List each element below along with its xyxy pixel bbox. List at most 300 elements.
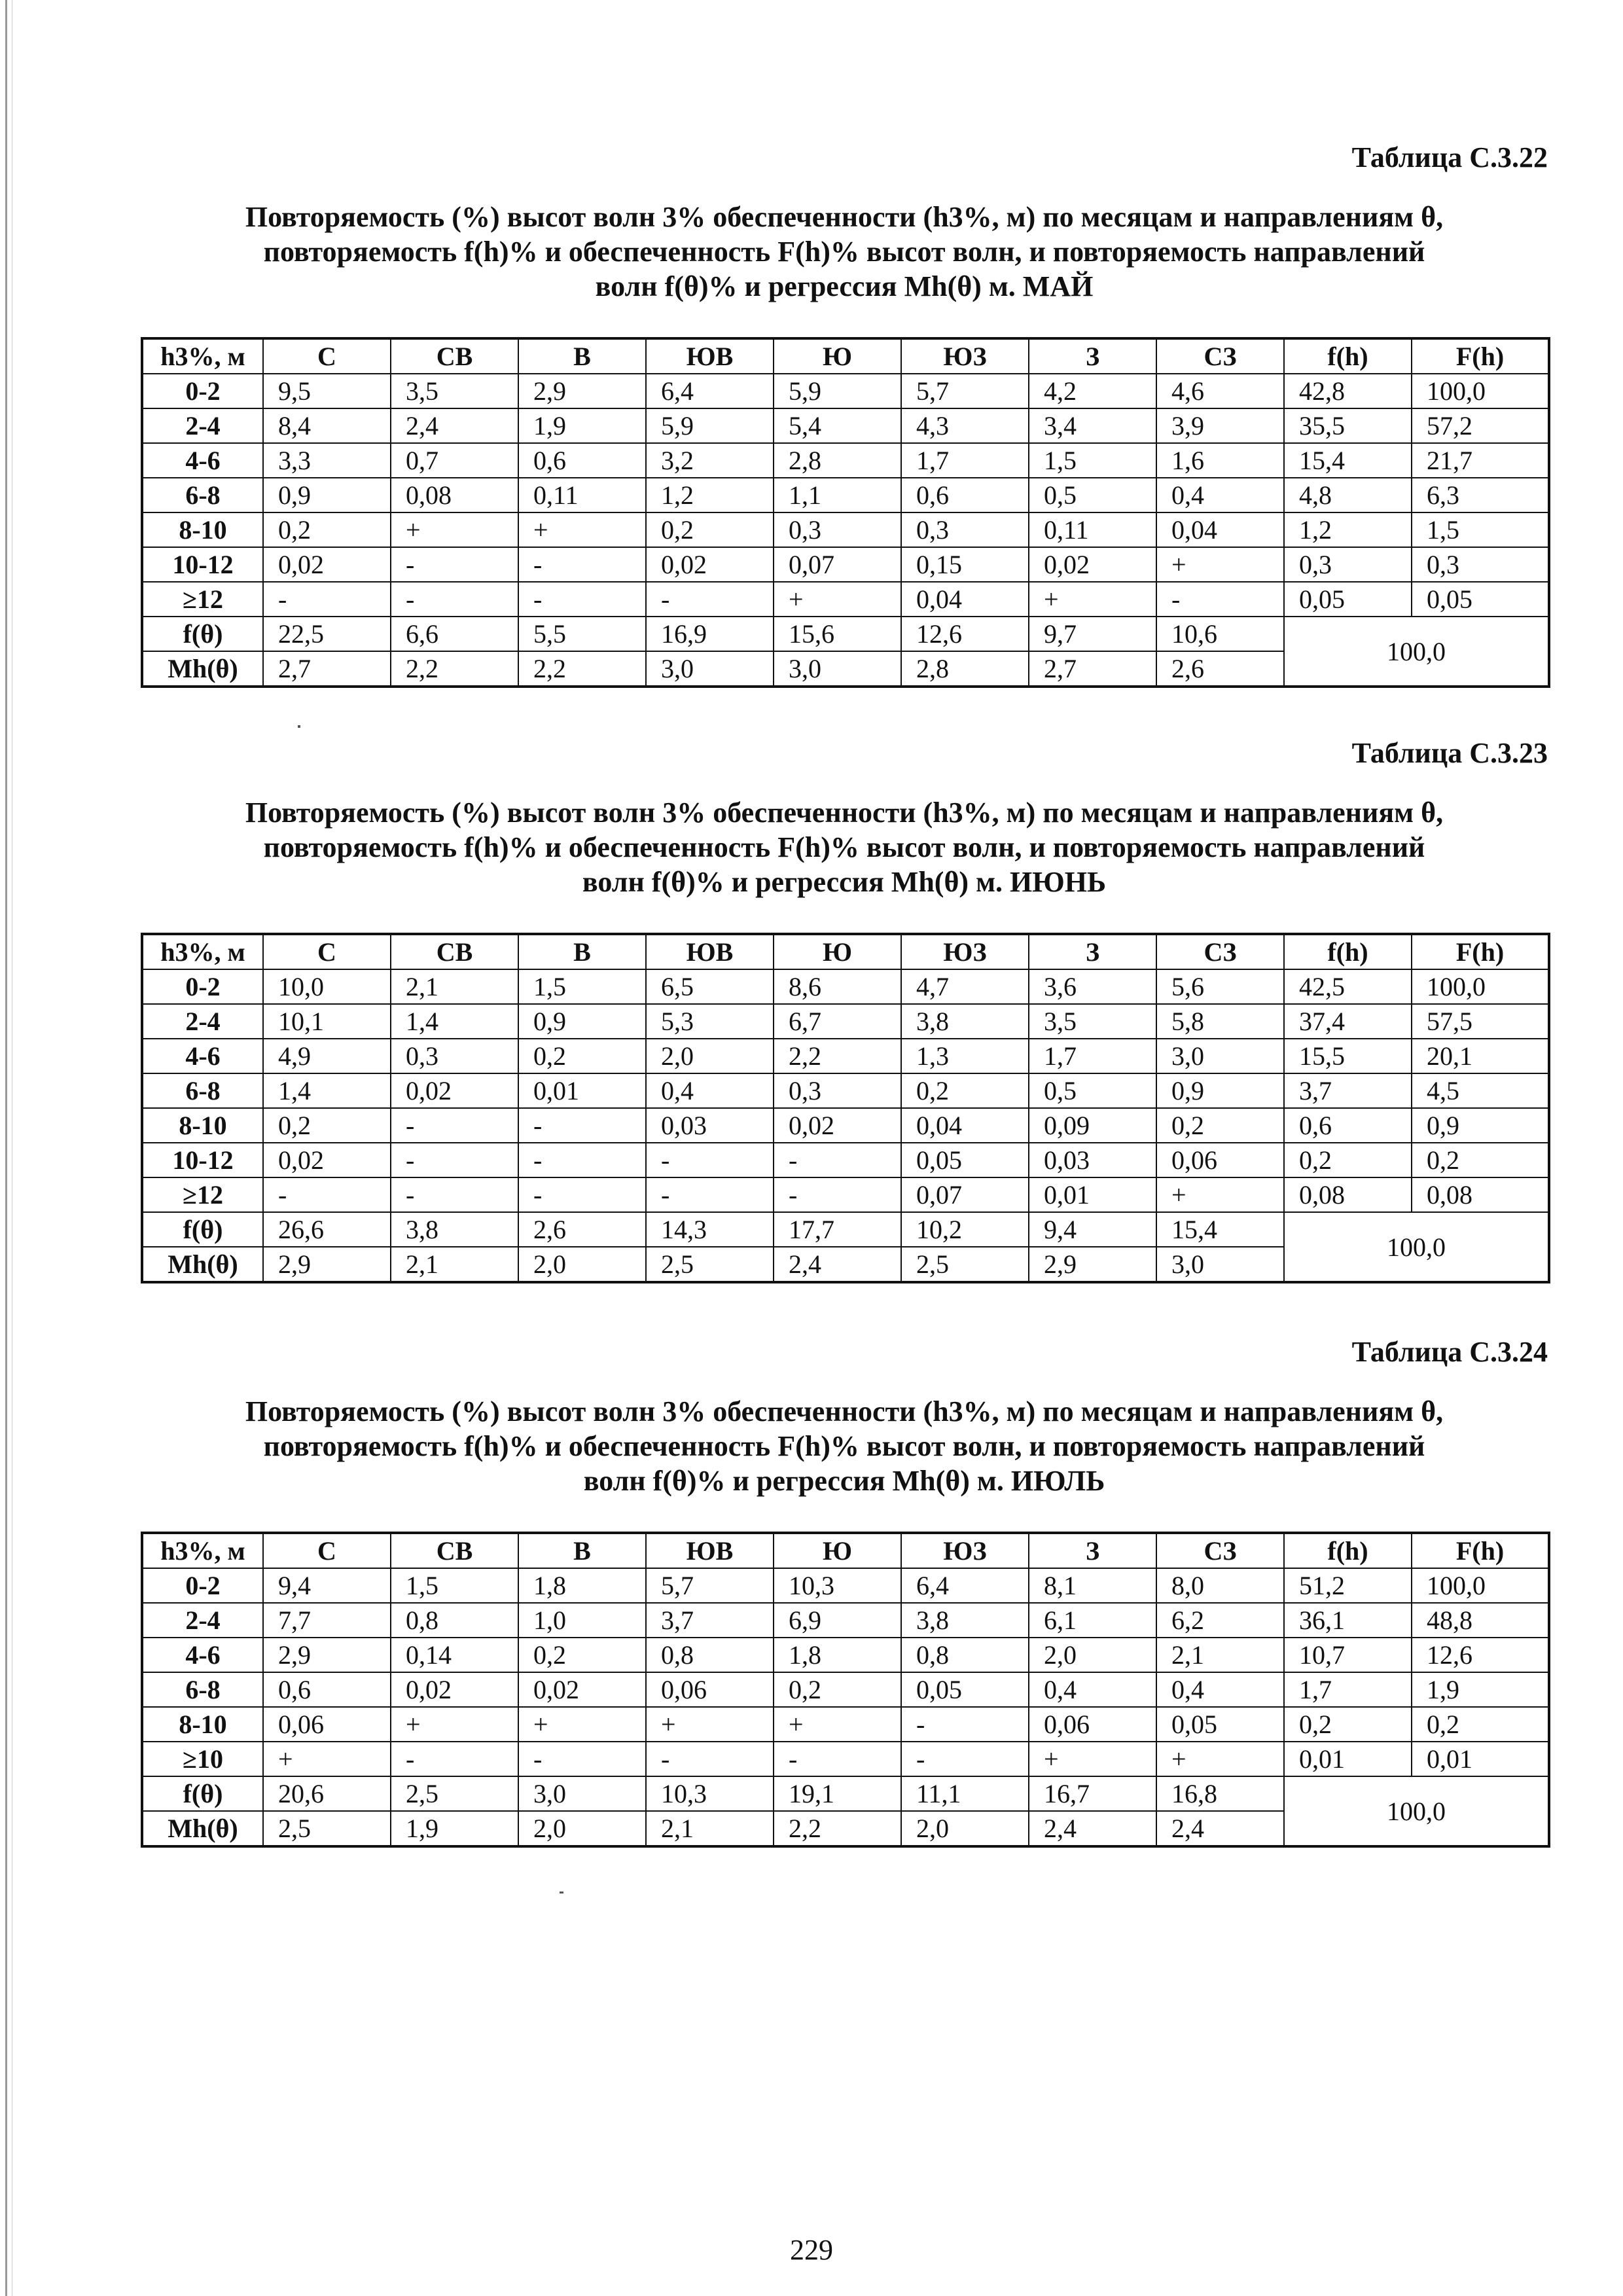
table-cell: -: [901, 1707, 1029, 1742]
table-cell: 3,8: [391, 1212, 518, 1247]
table-row: [142, 1177, 1549, 1212]
table-cell: 2,0: [1029, 1638, 1156, 1672]
table-cell: 0,2: [1412, 1143, 1549, 1177]
table-cell: 0,2: [263, 512, 391, 547]
table-cell: 2,9: [263, 1638, 391, 1672]
table-cell: 57,2: [1412, 408, 1549, 443]
row-header: Mh(θ): [142, 1811, 263, 1846]
table-cell: 0,9: [1412, 1108, 1549, 1143]
data-table: [141, 337, 1550, 688]
column-header: З: [1029, 338, 1156, 374]
table-cell: 0,9: [1156, 1073, 1284, 1108]
f-theta-row: [142, 1776, 1549, 1811]
table-cell: 0,04: [901, 582, 1029, 617]
data-table: [141, 933, 1550, 1283]
table-cell: 10,3: [646, 1776, 774, 1811]
table-cell: 0,2: [518, 1039, 646, 1073]
table-cell: 6,4: [646, 374, 774, 408]
table-cell: 36,1: [1284, 1603, 1412, 1638]
table-cell: 2,1: [1156, 1638, 1284, 1672]
table-cell: 8,6: [774, 969, 901, 1004]
row-header: 6-8: [142, 478, 263, 512]
table-cell: 9,7: [1029, 617, 1156, 651]
table-cell: 10,0: [263, 969, 391, 1004]
table-cell: 2,6: [518, 1212, 646, 1247]
table-cell: 57,5: [1412, 1004, 1549, 1039]
table-cell: 2,2: [774, 1811, 901, 1846]
table-cell: 2,2: [391, 651, 518, 687]
row-header: ≥10: [142, 1742, 263, 1776]
table-cell: 0,3: [774, 512, 901, 547]
table-cell: +: [518, 512, 646, 547]
table-cell: -: [646, 1143, 774, 1177]
table-title: [141, 200, 1548, 304]
table-cell: 16,9: [646, 617, 774, 651]
table-cell: 6,6: [391, 617, 518, 651]
column-header: ЮЗ: [901, 934, 1029, 969]
table-cell: 0,5: [1029, 478, 1156, 512]
table-cell: 9,4: [263, 1568, 391, 1603]
table-cell: 0,05: [1412, 582, 1549, 617]
column-header: СЗ: [1156, 338, 1284, 374]
table-cell: 0,11: [1029, 512, 1156, 547]
table-cell: 4,5: [1412, 1073, 1549, 1108]
table-cell: 3,0: [1156, 1247, 1284, 1282]
table-cell: 9,4: [1029, 1212, 1156, 1247]
table-cell: 1,9: [1412, 1672, 1549, 1707]
table-cell: 2,8: [901, 651, 1029, 687]
table-cell: 0,02: [774, 1108, 901, 1143]
table-cell: 2,1: [391, 1247, 518, 1282]
total-cell: 100,0: [1284, 1776, 1549, 1846]
table-cell: -: [646, 1742, 774, 1776]
table-cell: 3,5: [1029, 1004, 1156, 1039]
row-header: f(θ): [142, 1212, 263, 1247]
table-cell: 10,7: [1284, 1638, 1412, 1672]
column-header: h3%, м: [142, 338, 263, 374]
table-cell: 15,5: [1284, 1039, 1412, 1073]
table-cell: 0,06: [263, 1707, 391, 1742]
f-theta-row: [142, 617, 1549, 651]
table-cell: 1,4: [391, 1004, 518, 1039]
column-header: ЮЗ: [901, 338, 1029, 374]
table-cell: 2,4: [1029, 1811, 1156, 1846]
column-header: ЮВ: [646, 934, 774, 969]
table-cell: 12,6: [901, 617, 1029, 651]
column-header: ЮЗ: [901, 1533, 1029, 1568]
table-cell: 16,8: [1156, 1776, 1284, 1811]
table-cell: 2,0: [518, 1811, 646, 1846]
table-cell: 0,01: [1412, 1742, 1549, 1776]
table-cell: 0,15: [901, 547, 1029, 582]
table-cell: 17,7: [774, 1212, 901, 1247]
table-cell: 3,5: [391, 374, 518, 408]
row-header: Mh(θ): [142, 651, 263, 687]
table-cell: 100,0: [1412, 969, 1549, 1004]
table-cell: -: [1156, 582, 1284, 617]
table-cell: 0,2: [1412, 1707, 1549, 1742]
table-cell: +: [774, 582, 901, 617]
table-cell: 10,6: [1156, 617, 1284, 651]
table-cell: 6,1: [1029, 1603, 1156, 1638]
table-row: [142, 1004, 1549, 1039]
row-header: 0-2: [142, 1568, 263, 1603]
table-cell: 3,0: [646, 651, 774, 687]
table-cell: -: [518, 1143, 646, 1177]
table-cell: 15,6: [774, 617, 901, 651]
table-cell: 0,2: [901, 1073, 1029, 1108]
table-row: [142, 969, 1549, 1004]
table-cell: 10,3: [774, 1568, 901, 1603]
table-cell: 1,8: [518, 1568, 646, 1603]
table-cell: -: [391, 547, 518, 582]
table-title: [141, 795, 1548, 899]
table-cell: 6,5: [646, 969, 774, 1004]
table-cell: 4,3: [901, 408, 1029, 443]
row-header: 8-10: [142, 512, 263, 547]
table-row: [142, 1638, 1549, 1672]
row-header: f(θ): [142, 1776, 263, 1811]
table-cell: +: [774, 1707, 901, 1742]
row-header: 0-2: [142, 374, 263, 408]
table-cell: 19,1: [774, 1776, 901, 1811]
table-cell: 10,2: [901, 1212, 1029, 1247]
column-header: F(h): [1412, 934, 1549, 969]
table-cell: 1,5: [391, 1568, 518, 1603]
table-cell: 5,9: [646, 408, 774, 443]
table-cell: 0,2: [1284, 1143, 1412, 1177]
title-line: повторяемость f(h)% и обеспеченность F(h)% высот волн, и повторяемость направлений: [263, 1430, 1425, 1462]
row-header: ≥12: [142, 582, 263, 617]
table-cell: 3,7: [1284, 1073, 1412, 1108]
table-cell: 0,3: [391, 1039, 518, 1073]
table-cell: 2,2: [518, 651, 646, 687]
table-cell: 4,8: [1284, 478, 1412, 512]
table-cell: 0,2: [646, 512, 774, 547]
table-cell: 0,06: [646, 1672, 774, 1707]
table-cell: 1,9: [391, 1811, 518, 1846]
table-cell: -: [774, 1143, 901, 1177]
table-cell: 0,05: [1156, 1707, 1284, 1742]
table-row: [142, 1603, 1549, 1638]
total-cell: 100,0: [1284, 1212, 1549, 1282]
table-cell: 2,5: [901, 1247, 1029, 1282]
table-row: [142, 1742, 1549, 1776]
table-cell: 0,3: [774, 1073, 901, 1108]
table-cell: 6,7: [774, 1004, 901, 1039]
table-cell: 2,7: [1029, 651, 1156, 687]
header-row: [142, 1533, 1549, 1568]
table-cell: 8,4: [263, 408, 391, 443]
table-cell: 3,2: [646, 443, 774, 478]
table-cell: 0,5: [1029, 1073, 1156, 1108]
column-header: В: [518, 1533, 646, 1568]
table-cell: 0,04: [901, 1108, 1029, 1143]
column-header: В: [518, 338, 646, 374]
table-cell: 11,1: [901, 1776, 1029, 1811]
table-cell: +: [391, 512, 518, 547]
table-cell: 21,7: [1412, 443, 1549, 478]
table-cell: 4,9: [263, 1039, 391, 1073]
table-cell: 1,7: [1284, 1672, 1412, 1707]
table-cell: 0,7: [391, 443, 518, 478]
table-cell: 3,0: [774, 651, 901, 687]
table-cell: 2,8: [774, 443, 901, 478]
table-cell: 4,7: [901, 969, 1029, 1004]
table-cell: 0,06: [1029, 1707, 1156, 1742]
table-cell: 0,4: [1156, 1672, 1284, 1707]
table-cell: 5,7: [901, 374, 1029, 408]
column-header: Ю: [774, 934, 901, 969]
table-cell: 5,4: [774, 408, 901, 443]
table-cell: 100,0: [1412, 1568, 1549, 1603]
table-cell: 0,02: [391, 1672, 518, 1707]
table-cell: 5,9: [774, 374, 901, 408]
table-cell: 26,6: [263, 1212, 391, 1247]
table-cell: 2,9: [263, 1247, 391, 1282]
table-cell: 0,03: [1029, 1143, 1156, 1177]
table-cell: 2,7: [263, 651, 391, 687]
title-line: волн f(θ)% и регрессия Mh(θ) м. МАЙ: [595, 270, 1094, 302]
row-header: f(θ): [142, 617, 263, 651]
table-cell: 0,2: [518, 1638, 646, 1672]
table-cell: -: [391, 1143, 518, 1177]
table-cell: 0,01: [1029, 1177, 1156, 1212]
column-header: З: [1029, 934, 1156, 969]
column-header: h3%, м: [142, 1533, 263, 1568]
table-cell: 0,14: [391, 1638, 518, 1672]
table-cell: 0,9: [263, 478, 391, 512]
row-header: 4-6: [142, 1638, 263, 1672]
table-cell: 20,1: [1412, 1039, 1549, 1073]
table-row: [142, 512, 1549, 547]
table-cell: 0,07: [774, 547, 901, 582]
table-cell: 0,02: [391, 1073, 518, 1108]
table-cell: -: [391, 1177, 518, 1212]
table-cell: -: [518, 1108, 646, 1143]
table-cell: 1,5: [1412, 512, 1549, 547]
column-header: С: [263, 934, 391, 969]
table-row: [142, 408, 1549, 443]
table-cell: 2,5: [646, 1247, 774, 1282]
column-header: Ю: [774, 1533, 901, 1568]
table-cell: 1,3: [901, 1039, 1029, 1073]
table-cell: 1,7: [901, 443, 1029, 478]
table-cell: 2,4: [1156, 1811, 1284, 1846]
table-cell: 35,5: [1284, 408, 1412, 443]
table-cell: 0,8: [901, 1638, 1029, 1672]
table-cell: 9,5: [263, 374, 391, 408]
table-cell: 5,7: [646, 1568, 774, 1603]
table-cell: 14,3: [646, 1212, 774, 1247]
table-cell: 0,2: [774, 1672, 901, 1707]
table-cell: 0,08: [1412, 1177, 1549, 1212]
row-header: 6-8: [142, 1672, 263, 1707]
table-cell: 1,5: [1029, 443, 1156, 478]
table-cell: 5,3: [646, 1004, 774, 1039]
column-header: В: [518, 934, 646, 969]
table-cell: 7,7: [263, 1603, 391, 1638]
title-line: волн f(θ)% и регрессия Mh(θ) м. ИЮЛЬ: [583, 1465, 1105, 1497]
table-cell: 16,7: [1029, 1776, 1156, 1811]
table-cell: 0,05: [901, 1672, 1029, 1707]
table-cell: 0,2: [263, 1108, 391, 1143]
row-header: Mh(θ): [142, 1247, 263, 1282]
table-number: Таблица С.3.23: [1351, 737, 1548, 769]
table-cell: +: [646, 1707, 774, 1742]
column-header: СВ: [391, 1533, 518, 1568]
table-row: [142, 582, 1549, 617]
table-cell: -: [518, 582, 646, 617]
scan-speck: [560, 1892, 563, 1893]
table-cell: 3,7: [646, 1603, 774, 1638]
table-cell: 6,2: [1156, 1603, 1284, 1638]
table-title: [141, 1394, 1548, 1498]
data-table: [141, 1532, 1550, 1848]
table-cell: 5,5: [518, 617, 646, 651]
row-header: 2-4: [142, 408, 263, 443]
title-line: Повторяемость (%) высот волн 3% обеспеченности (h3%, м) по месяцам и направлениям θ,: [245, 797, 1444, 829]
table-cell: 3,4: [1029, 408, 1156, 443]
row-header: 10-12: [142, 547, 263, 582]
table-cell: +: [1029, 582, 1156, 617]
table-row: [142, 1707, 1549, 1742]
table-cell: 1,4: [263, 1073, 391, 1108]
table-cell: 3,9: [1156, 408, 1284, 443]
table-cell: -: [518, 547, 646, 582]
table-cell: 0,4: [1029, 1672, 1156, 1707]
table-cell: +: [391, 1707, 518, 1742]
table-cell: +: [1156, 1742, 1284, 1776]
column-header: ЮВ: [646, 338, 774, 374]
table-cell: 15,4: [1156, 1212, 1284, 1247]
row-header: 2-4: [142, 1603, 263, 1638]
table-cell: 2,1: [391, 969, 518, 1004]
table-cell: 51,2: [1284, 1568, 1412, 1603]
table-cell: 3,0: [518, 1776, 646, 1811]
table-cell: 0,4: [1156, 478, 1284, 512]
table-cell: 0,6: [901, 478, 1029, 512]
table-cell: -: [391, 1742, 518, 1776]
table-cell: 2,0: [901, 1811, 1029, 1846]
table-row: [142, 547, 1549, 582]
table-cell: 22,5: [263, 617, 391, 651]
column-header: f(h): [1284, 934, 1412, 969]
table-cell: 0,08: [391, 478, 518, 512]
column-header: f(h): [1284, 1533, 1412, 1568]
column-header: С: [263, 338, 391, 374]
table-cell: 0,2: [1284, 1707, 1412, 1742]
table-cell: 42,8: [1284, 374, 1412, 408]
row-header: 8-10: [142, 1108, 263, 1143]
table-cell: 0,3: [1412, 547, 1549, 582]
column-header: F(h): [1412, 1533, 1549, 1568]
table-cell: 0,04: [1156, 512, 1284, 547]
table-cell: 0,05: [901, 1143, 1029, 1177]
table-cell: 2,0: [646, 1039, 774, 1073]
table-cell: 15,4: [1284, 443, 1412, 478]
table-cell: 1,1: [774, 478, 901, 512]
table-cell: 0,6: [263, 1672, 391, 1707]
row-header: 8-10: [142, 1707, 263, 1742]
table-cell: +: [263, 1742, 391, 1776]
table-cell: 1,8: [774, 1638, 901, 1672]
title-line: Повторяемость (%) высот волн 3% обеспеченности (h3%, м) по месяцам и направлениям θ,: [245, 201, 1444, 233]
row-header: 2-4: [142, 1004, 263, 1039]
row-header: 0-2: [142, 969, 263, 1004]
table-cell: 0,02: [518, 1672, 646, 1707]
table-cell: 1,2: [1284, 512, 1412, 547]
title-line: повторяемость f(h)% и обеспеченность F(h)% высот волн, и повторяемость направлений: [263, 236, 1425, 268]
table-cell: -: [901, 1742, 1029, 1776]
table-cell: 0,02: [263, 1143, 391, 1177]
column-header: СВ: [391, 934, 518, 969]
table-cell: 0,3: [1284, 547, 1412, 582]
table-cell: +: [1156, 547, 1284, 582]
table-cell: +: [1029, 1742, 1156, 1776]
table-cell: 0,6: [1284, 1108, 1412, 1143]
table-cell: 1,9: [518, 408, 646, 443]
table-cell: 37,4: [1284, 1004, 1412, 1039]
table-cell: 1,5: [518, 969, 646, 1004]
table-cell: 0,02: [263, 547, 391, 582]
table-row: [142, 1039, 1549, 1073]
scan-speck: [298, 725, 300, 728]
total-cell: 100,0: [1284, 617, 1549, 687]
column-header: СВ: [391, 338, 518, 374]
title-line: волн f(θ)% и регрессия Mh(θ) м. ИЮНЬ: [582, 866, 1107, 898]
table-cell: 0,05: [1284, 582, 1412, 617]
table-cell: 2,1: [646, 1811, 774, 1846]
table-cell: 0,03: [646, 1108, 774, 1143]
table-cell: -: [263, 582, 391, 617]
table-cell: 2,9: [518, 374, 646, 408]
row-header: 10-12: [142, 1143, 263, 1177]
table-cell: 12,6: [1412, 1638, 1549, 1672]
column-header: З: [1029, 1533, 1156, 1568]
table-cell: 48,8: [1412, 1603, 1549, 1638]
table-cell: -: [518, 1177, 646, 1212]
page-number: 229: [790, 2234, 833, 2266]
table-cell: 3,6: [1029, 969, 1156, 1004]
column-header: СЗ: [1156, 1533, 1284, 1568]
table-cell: -: [391, 1108, 518, 1143]
table-cell: 3,3: [263, 443, 391, 478]
table-cell: 0,06: [1156, 1143, 1284, 1177]
table-row: [142, 1073, 1549, 1108]
table-cell: 0,8: [646, 1638, 774, 1672]
table-cell: 2,9: [1029, 1247, 1156, 1282]
table-cell: 4,2: [1029, 374, 1156, 408]
column-header: ЮВ: [646, 1533, 774, 1568]
table-cell: 1,6: [1156, 443, 1284, 478]
table-cell: 0,3: [901, 512, 1029, 547]
column-header: h3%, м: [142, 934, 263, 969]
table-cell: 0,07: [901, 1177, 1029, 1212]
scan-edge: [5, 0, 7, 2296]
table-cell: 0,6: [518, 443, 646, 478]
table-cell: +: [1156, 1177, 1284, 1212]
table-cell: 20,6: [263, 1776, 391, 1811]
table-cell: 0,01: [518, 1073, 646, 1108]
table-cell: -: [263, 1177, 391, 1212]
table-cell: 0,02: [1029, 547, 1156, 582]
table-cell: 6,9: [774, 1603, 901, 1638]
table-number: Таблица С.3.24: [1351, 1336, 1548, 1368]
column-header: СЗ: [1156, 934, 1284, 969]
table-cell: -: [774, 1177, 901, 1212]
table-cell: 0,02: [646, 547, 774, 582]
